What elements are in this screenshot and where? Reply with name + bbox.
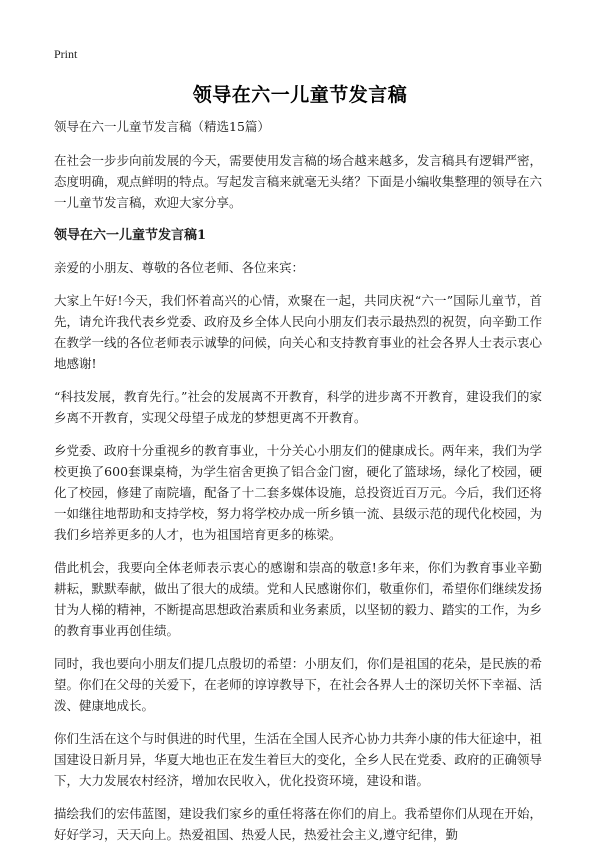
page-title: 领导在六一儿童节发言稿 — [192, 84, 408, 106]
document-subtitle: 领导在六一儿童节发言稿（精选15篇） — [54, 119, 270, 134]
intro-paragraph: 在社会一步步向前发展的今天，需要使用发言稿的场合越来越多，发言稿具有逻辑严密，态度明确，观点鲜明的特点。写起发言稿来就毫无头绪？下面是小编收集整理的领导在六一儿童节发言稿，欢迎大家分享。 — [54, 153, 542, 210]
section-heading: 领导在六一儿童节发言稿1 — [54, 228, 207, 243]
body-paragraph: 描绘我们的宏伟蓝图，建设我们家乡的重任将落在你们的肩上。我希望你们从现在开始，好好学习，天天向上。热爱祖国、热爱人民，热爱社会主义,遵守纪律，勤 — [54, 806, 542, 842]
document-body — [54, 116, 542, 857]
body-paragraph: 你们生活在这个与时俱进的时代里，生活在全国人民齐心协力共奔小康的伟大征途中，祖国建设日新月异，华夏大地也正在发生着巨大的变化，全乡人民在党委、政府的正确领导下，大力发展农村经济，增加农民收入，优化投资环境，建设和谐。 — [54, 731, 542, 788]
body-paragraph: 同时，我也要向小朋友们提几点殷切的希望：小朋友们，你们是祖国的花朵，是民族的希望。你们在父母的关爱下，在老师的谆谆教导下，在社会各界人士的深切关怀下幸福、活泼、健康地成长。 — [54, 656, 542, 713]
print-link[interactable]: Print — [54, 47, 78, 61]
body-paragraph: 大家上午好!今天，我们怀着高兴的心情，欢聚在一起，共同庆祝“六一”国际儿童节，首先，请允许我代表乡党委、政府及乡全体人民向小朋友们表示最热烈的祝贺，向辛勤工作在教学一线的各位老师表示诚挚的问候，向关心和支持教育事业的社会各界人士表示衷心地感谢! — [54, 293, 542, 371]
body-paragraph: 借此机会，我要向全体老师表示衷心的感谢和崇高的敬意!多年来，你们为教育事业辛勤耕耘，默默奉献，做出了很大的成绩。党和人民感谢你们，敬重你们，希望你们继续发扬甘为人梯的精神，不断提高思想政治素质和业务素质，以坚韧的毅力、踏实的工作，为乡的教育事业再创佳绩。 — [54, 560, 542, 638]
body-paragraph: 乡党委、政府十分重视乡的教育事业，十分关心小朋友们的健康成长。两年来，我们为学校更换了600套课桌椅，为学生宿舍更换了铝合金门窗，硬化了篮球场，绿化了校园，硬化了校园，修建了南院墙，配备了十二套多媒体设施，总投资近百万元。今后，我们还将一如继往地帮助和支持学校，努力将学校办成一所乡镇一流、县级示范的现代化校园，为我们乡培养更多的人才，也为祖国培育更多的栋梁。 — [54, 443, 542, 542]
body-paragraph: “科技发展，教育先行。”社会的发展离不开教育，科学的进步离不开教育，建设我们的家乡离不开教育，实现父母望子成龙的梦想更离不开教育。 — [54, 389, 542, 425]
salutation-paragraph: 亲爱的小朋友、尊敬的各位老师、各位来宾： — [54, 260, 305, 275]
